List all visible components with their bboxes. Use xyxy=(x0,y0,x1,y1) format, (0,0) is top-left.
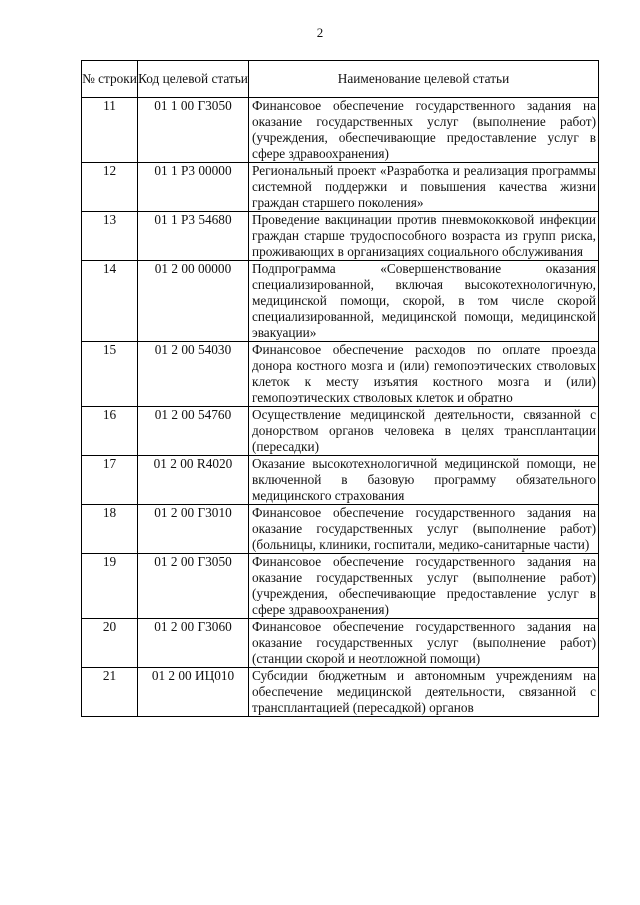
article-name: Финансовое обеспечение государственного задания на оказание государственных услуг (выполнение работ) (больницы, клиники, госпитали, медико-санитарные части) xyxy=(249,505,599,554)
table-row xyxy=(82,98,599,163)
article-code: 01 2 00 00000 xyxy=(138,261,249,342)
article-name: Осуществление медицинской деятельности, связанной с донорством органов человека в целях трансплантации (пересадки) xyxy=(249,407,599,456)
table-row xyxy=(82,342,599,407)
article-name: Подпрограмма «Совершенствование оказания специализированной, включая высокотехнологичную, медицинской помощи, скорой, в том числе скорой специализированной, медицинской помощи, медицинской эвакуации» xyxy=(249,261,599,342)
row-number: 12 xyxy=(82,163,138,212)
header-article-code: Код целевой статьи xyxy=(138,61,249,98)
row-number: 20 xyxy=(82,619,138,668)
table-row xyxy=(82,668,599,717)
table-row xyxy=(82,456,599,505)
table-row xyxy=(82,163,599,212)
table-row xyxy=(82,505,599,554)
header-article-name: Наименование целевой статьи xyxy=(249,61,599,98)
table-row xyxy=(82,619,599,668)
page-number: 2 xyxy=(316,25,324,40)
table-row xyxy=(82,212,599,261)
row-number: 18 xyxy=(82,505,138,554)
article-name: Финансовое обеспечение расходов по оплате проезда донора костного мозга и (или) гемопоэтических стволовых клеток к месту изъятия костного мозга и (или) гемопоэтических стволовых клеток и обратно xyxy=(249,342,599,407)
article-name: Субсидии бюджетным и автономным учреждениям на обеспечение медицинской деятельности, связанной с трансплантацией (пересадкой) органов xyxy=(249,668,599,717)
article-code: 01 1 Р3 54680 xyxy=(138,212,249,261)
row-number: 21 xyxy=(82,668,138,717)
article-code: 01 1 00 Г3050 xyxy=(138,98,249,163)
article-name: Финансовое обеспечение государственного задания на оказание государственных услуг (выполнение работ) (станции скорой и неотложной помощи) xyxy=(249,619,599,668)
article-name: Региональный проект «Разработка и реализация программы системной поддержки и повышения качества жизни граждан старшего поколения» xyxy=(249,163,599,212)
header-row-number: № строки xyxy=(82,61,138,98)
article-name: Финансовое обеспечение государственного задания на оказание государственных услуг (выполнение работ) (учреждения, обеспечивающие предоставление услуг в сфере здравоохранения) xyxy=(249,554,599,619)
target-articles-table xyxy=(81,60,599,717)
article-code: 01 1 Р3 00000 xyxy=(138,163,249,212)
article-code: 01 2 00 R4020 xyxy=(138,456,249,505)
row-number: 15 xyxy=(82,342,138,407)
article-code: 01 2 00 ИЦ010 xyxy=(138,668,249,717)
row-number: 19 xyxy=(82,554,138,619)
article-code: 01 2 00 Г3010 xyxy=(138,505,249,554)
row-number: 14 xyxy=(82,261,138,342)
row-number: 17 xyxy=(82,456,138,505)
table-header-row xyxy=(82,61,599,98)
article-name: Финансовое обеспечение государственного задания на оказание государственных услуг (выполнение работ) (учреждения, обеспечивающие предоставление услуг в сфере здравоохранения) xyxy=(249,98,599,163)
table-row xyxy=(82,554,599,619)
table-row xyxy=(82,407,599,456)
article-code: 01 2 00 Г3050 xyxy=(138,554,249,619)
row-number: 11 xyxy=(82,98,138,163)
article-code: 01 2 00 Г3060 xyxy=(138,619,249,668)
table-row xyxy=(82,261,599,342)
article-name: Оказание высокотехнологичной медицинской помощи, не включенной в базовую программу обязательного медицинского страхования xyxy=(249,456,599,505)
article-code: 01 2 00 54760 xyxy=(138,407,249,456)
row-number: 13 xyxy=(82,212,138,261)
article-code: 01 2 00 54030 xyxy=(138,342,249,407)
article-name: Проведение вакцинации против пневмококковой инфекции граждан старше трудоспособного возраста из групп риска, проживающих в организациях социального обслуживания xyxy=(249,212,599,261)
row-number: 16 xyxy=(82,407,138,456)
